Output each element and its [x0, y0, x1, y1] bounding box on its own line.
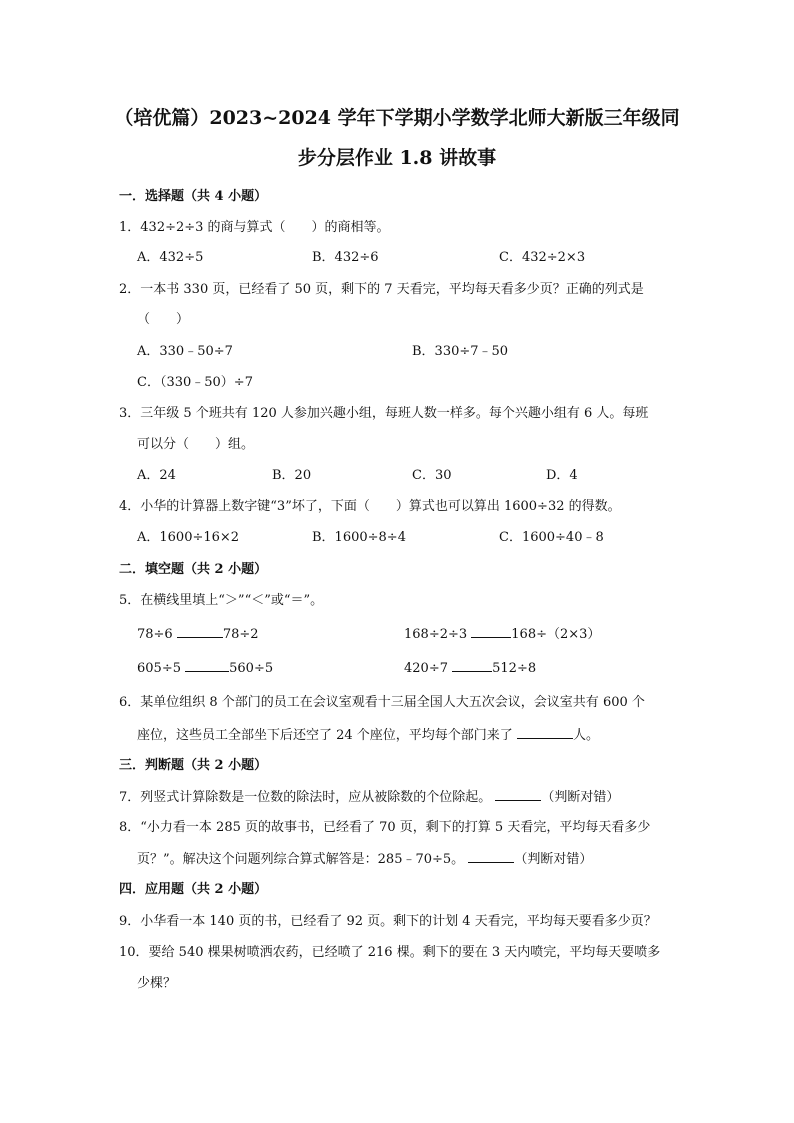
question-7-stem	[119, 788, 619, 807]
section-heading-choice: 一．选择题（共 4 小题）	[119, 189, 268, 204]
answer-blank[interactable]	[452, 659, 492, 672]
question-1-stem: 1．432÷2÷3 的商与算式（ ）的商相等。	[119, 220, 390, 235]
question-5-row2-right	[404, 659, 536, 678]
question-6-text: 座位，这些员工全部坐下后还空了 24 个座位，平均每个部门来了	[137, 728, 517, 743]
expression-right: 168÷（2×3）	[511, 627, 601, 642]
question-3-stem-line2: 可以分（ ）组。	[137, 437, 255, 452]
question-5-row1-right	[404, 625, 600, 644]
question-8-tail: （判断对错）	[514, 852, 593, 867]
answer-blank[interactable]	[495, 788, 541, 801]
answer-blank[interactable]	[517, 726, 573, 739]
question-1-option-c: C．432÷2×3	[499, 250, 586, 265]
question-8-text: 页？”。解决这个问题列综合算式解答是：285﹣70÷5。	[137, 852, 469, 867]
question-7-tail: （判断对错）	[541, 790, 620, 805]
question-10-stem-line2: 少棵？	[137, 976, 177, 991]
expression-right: 78÷2	[222, 627, 259, 642]
question-1-option-b: B．432÷6	[312, 250, 379, 265]
question-2-stem-line2: （ ）	[137, 312, 190, 327]
question-3-option-d: D．4	[546, 468, 578, 483]
question-3-option-b: B．20	[272, 468, 312, 483]
question-6-unit: 人。	[572, 728, 599, 743]
question-5-row1-left	[137, 625, 259, 644]
question-8-stem-line1: 8．“小力看一本 285 页的故事书，已经看了 70 页，剩下的打算 5 天看完，平均每天看多少	[119, 820, 651, 835]
question-6-stem-line2	[137, 726, 599, 745]
question-1-option-a: A．432÷5	[137, 250, 204, 265]
question-4-option-b: B．1600÷8÷4	[312, 530, 406, 545]
section-heading-fill: 二．填空题（共 2 小题）	[119, 562, 268, 577]
expression-left: 168÷2÷3	[404, 627, 468, 642]
question-5-row2-left	[137, 659, 273, 678]
question-4-option-a: A．1600÷16×2	[137, 530, 240, 545]
question-5-stem: 5．在横线里填上“＞”“＜”或“＝”。	[119, 593, 324, 608]
page-title-line1: （培优篇）2023~2024 学年下学期小学数学北师大新版三年级同	[114, 107, 680, 129]
question-4-option-c: C．1600÷40﹣8	[499, 530, 604, 545]
answer-blank[interactable]	[177, 625, 223, 638]
page-title-line2: 步分层作业 1.8 讲故事	[297, 147, 497, 169]
section-heading-judge: 三．判断题（共 2 小题）	[119, 758, 268, 773]
question-8-stem-line2	[137, 850, 592, 869]
question-6-stem-line1: 6．某单位组织 8 个部门的员工在会议室观看十三届全国人大五次会议，会议室共有 600 个	[119, 695, 645, 710]
question-10-stem-line1: 10．要给 540 棵果树喷洒农药，已经喷了 216 棵。剩下的要在 3 天内喷完，平均每天要喷多	[119, 945, 661, 960]
question-3-option-a: A．24	[137, 468, 176, 483]
answer-blank[interactable]	[468, 850, 514, 863]
question-4-stem: 4．小华的计算器上数字键“3”坏了，下面（ ）算式也可以算出 1600÷32 的得数。	[119, 499, 621, 514]
answer-blank[interactable]	[471, 625, 511, 638]
expression-left: 605÷5	[137, 661, 181, 676]
expression-left: 420÷7	[404, 661, 448, 676]
question-2-option-a: A．330﹣50÷7	[137, 344, 233, 359]
expression-right: 560÷5	[229, 661, 274, 676]
question-9-stem: 9．小华看一本 140 页的书，已经看了 92 页。剩下的计划 4 天看完，平均每天要看多少页？	[119, 914, 657, 929]
section-heading-application: 四．应用题（共 2 小题）	[119, 882, 268, 897]
question-2-option-c: C．（330﹣50）÷7	[137, 375, 253, 390]
question-3-stem-line1: 3．三年级 5 个班共有 120 人参加兴趣小组，每班人数一样多。每个兴趣小组有 6 人。每班	[119, 406, 649, 421]
question-2-option-b: B．330÷7﹣50	[412, 344, 509, 359]
answer-blank[interactable]	[185, 659, 229, 672]
expression-right: 512÷8	[492, 661, 537, 676]
question-7-text: 7．列竖式计算除数是一位数的除法时，应从被除数的个位除起。	[119, 790, 496, 805]
question-3-option-c: C．30	[412, 468, 452, 483]
question-2-stem-line1: 2．一本书 330 页，已经看了 50 页，剩下的 7 天看完，平均每天看多少页？正确的列式是	[119, 282, 644, 297]
expression-left: 78÷6	[137, 627, 173, 642]
